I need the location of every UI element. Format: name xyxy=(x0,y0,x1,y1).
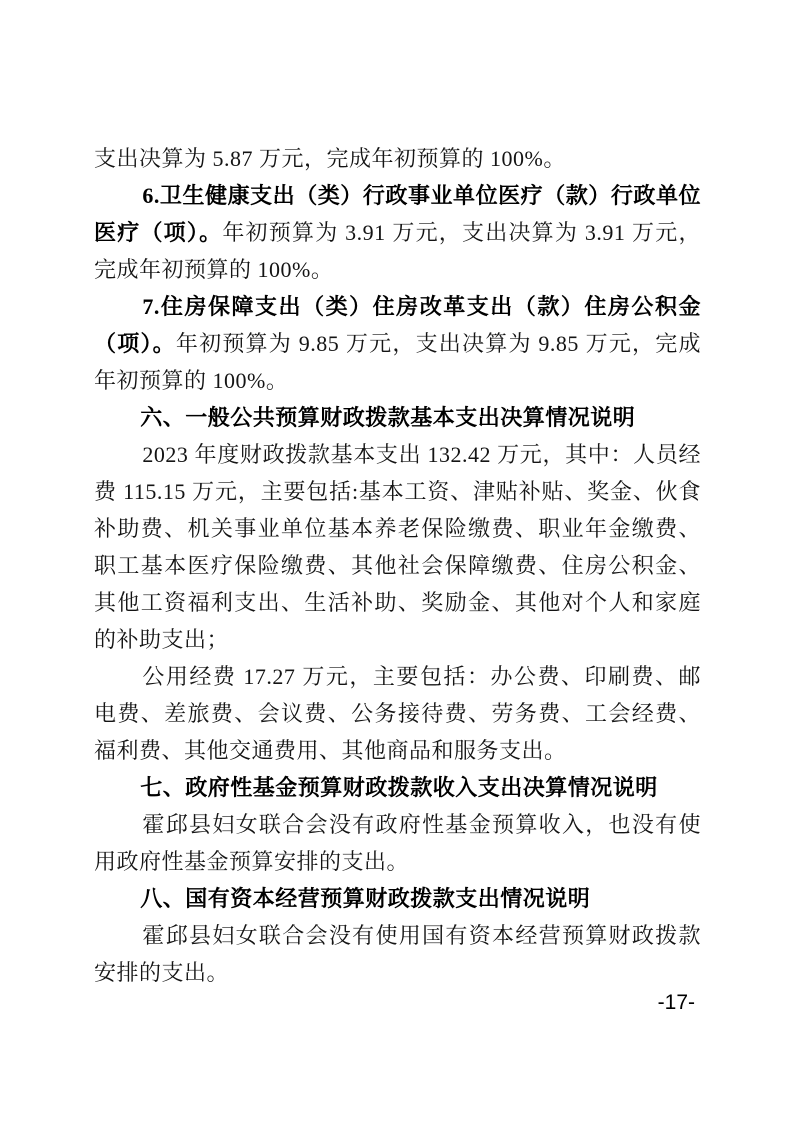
para-state-capital-statement: 霍邱县妇女联合会没有使用国有资本经营预算财政拨款安排的支出。 xyxy=(94,923,701,985)
para-item6-lead: 6.卫生健康支出（类）行政事业单位医疗（款）行政单位医疗（项）。 xyxy=(94,183,701,245)
para-personnel-expenditure: 2023 年度财政拨款基本支出 132.42 万元，其中：人员经费 115.15 万元，主要包括:基本工资、津贴补贴、奖金、伙食补助费、机关事业单位基本养老保险缴费、职业年金缴费、职工基本医疗保险缴费、其他社会保障缴费、住房公积金、其他工资福利支出、生活补助、奖励金、其他对个人和家庭的补助支出； xyxy=(94,442,701,652)
para-item6-text: 年初预算为 3.91 万元，支出决算为 3.91 万元，完成年初预算的 100%。 xyxy=(94,220,701,282)
para-item7-text: 年初预算为 9.85 万元，支出决算为 9.85 万元，完成年初预算的 100%。 xyxy=(94,331,701,393)
para-item7-housing xyxy=(94,288,701,399)
heading-section-7-gov-fund: 七、政府性基金预算财政拨款收入支出决算情况说明 xyxy=(140,775,658,800)
para-item6-health xyxy=(94,177,701,288)
para-public-funds: 公用经费 17.27 万元，主要包括：办公费、印刷费、邮电费、差旅费、会议费、公务接待费、劳务费、工会经费、福利费、其他交通费用、其他商品和服务支出。 xyxy=(94,664,701,763)
para-continuation: 支出决算为 5.87 万元，完成年初预算的 100%。 xyxy=(94,146,566,171)
page-number: -17- xyxy=(657,991,695,1014)
para-gov-fund-statement: 霍邱县妇女联合会没有政府性基金预算收入，也没有使用政府性基金预算安排的支出。 xyxy=(94,812,701,874)
heading-section-6-basic-expenditure: 六、一般公共预算财政拨款基本支出决算情况说明 xyxy=(140,405,636,430)
para-item7-lead: 7.住房保障支出（类）住房改革支出（款）住房公积金（项）。 xyxy=(94,294,701,356)
heading-section-8-state-capital: 八、国有资本经营预算财政拨款支出情况说明 xyxy=(140,886,591,911)
document-content xyxy=(94,140,701,991)
